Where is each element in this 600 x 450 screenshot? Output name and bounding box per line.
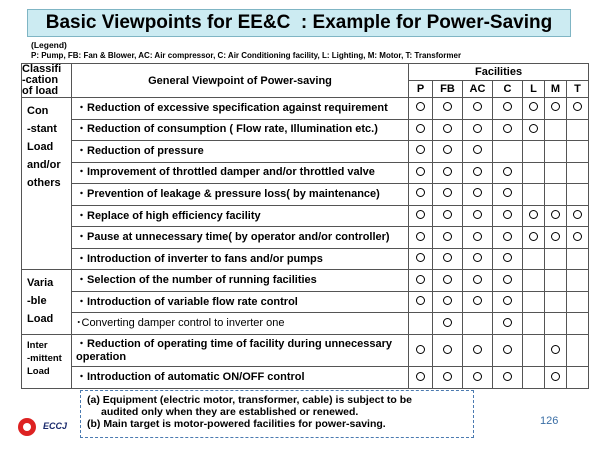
facility-code-fb: FB [433, 81, 463, 98]
facility-cell-c [493, 205, 523, 227]
classification-header-line3: of load [22, 85, 59, 97]
facility-cell-l [523, 184, 545, 206]
facility-cell-c [493, 119, 523, 141]
facility-cell-p [409, 162, 433, 184]
facility-cell-p [409, 141, 433, 163]
table-row [22, 184, 589, 206]
viewpoint-text: ・Reduction of excessive specification against requirement [72, 98, 409, 120]
facility-cell-fb [433, 98, 463, 120]
applicable-circle-icon [503, 124, 512, 133]
applicable-circle-icon [443, 275, 452, 284]
facility-cell-p [409, 227, 433, 249]
facility-cell-l [523, 270, 545, 292]
facility-cell-p [409, 184, 433, 206]
applicable-circle-icon [443, 372, 452, 381]
applicable-circle-icon [443, 188, 452, 197]
facility-cell-c [493, 162, 523, 184]
facility-cell-l [523, 291, 545, 313]
facility-cell-l [523, 227, 545, 249]
facility-code-p: P [409, 81, 433, 98]
facility-cell-t [567, 313, 589, 335]
facility-cell-ac [463, 291, 493, 313]
facility-cell-fb [433, 141, 463, 163]
facility-cell-p [409, 248, 433, 270]
applicable-circle-icon [503, 372, 512, 381]
facility-cell-fb [433, 248, 463, 270]
viewpoint-text: ・Reduction of consumption ( Flow rate, Illumination etc.) [72, 119, 409, 141]
facility-cell-t [567, 248, 589, 270]
facility-cell-t [567, 335, 589, 367]
facility-cell-c [493, 291, 523, 313]
applicable-circle-icon [443, 145, 452, 154]
facility-cell-fb [433, 313, 463, 335]
applicable-circle-icon [573, 102, 582, 111]
applicable-circle-icon [529, 210, 538, 219]
facility-cell-ac [463, 141, 493, 163]
facility-cell-p [409, 291, 433, 313]
applicable-circle-icon [573, 210, 582, 219]
title-banner [27, 9, 571, 37]
viewpoint-text: ・Introduction of inverter to fans and/or pumps [72, 248, 409, 270]
applicable-circle-icon [443, 232, 452, 241]
applicable-circle-icon [503, 345, 512, 354]
facility-cell-fb [433, 227, 463, 249]
applicable-circle-icon [473, 145, 482, 154]
applicable-circle-icon [503, 167, 512, 176]
viewpoint-text: ・Pause at unnecessary time( by operator and/or controller) [72, 227, 409, 249]
load-classification-label: Con -stant Load and/or others [22, 98, 72, 270]
applicable-circle-icon [503, 275, 512, 284]
facility-cell-t [567, 98, 589, 120]
applicable-circle-icon [503, 232, 512, 241]
facility-cell-c [493, 248, 523, 270]
note-a-line2: audited only when they are established or renewed. [101, 406, 359, 418]
facility-code-l: L [523, 81, 545, 98]
legend-text: P: Pump, FB: Fan & Blower, AC: Air compressor, C: Air Conditioning facility, L: Lighting, M: Motor, T: Transformer [31, 51, 462, 60]
facility-cell-t [567, 367, 589, 389]
applicable-circle-icon [503, 318, 512, 327]
facility-cell-l [523, 205, 545, 227]
facility-cell-c [493, 227, 523, 249]
facility-cell-ac [463, 248, 493, 270]
applicable-circle-icon [551, 345, 560, 354]
applicable-circle-icon [443, 167, 452, 176]
applicable-circle-icon [416, 102, 425, 111]
facility-cell-ac [463, 313, 493, 335]
facility-code-m: M [545, 81, 567, 98]
facility-cell-t [567, 162, 589, 184]
facility-cell-l [523, 335, 545, 367]
facility-cell-l [523, 119, 545, 141]
applicable-circle-icon [551, 372, 560, 381]
table-row [22, 270, 589, 292]
applicable-circle-icon [416, 145, 425, 154]
facility-cell-m [545, 184, 567, 206]
facility-code-t: T [567, 81, 589, 98]
facility-cell-ac [463, 119, 493, 141]
facility-cell-p [409, 119, 433, 141]
applicable-circle-icon [473, 275, 482, 284]
load-classification-label: Inter -mittent Load [22, 335, 72, 389]
applicable-circle-icon [473, 372, 482, 381]
applicable-circle-icon [551, 210, 560, 219]
logo-text: ECCJ [43, 421, 68, 431]
table-row [22, 162, 589, 184]
viewpoint-text: ・Improvement of throttled damper and/or throttled valve [72, 162, 409, 184]
facility-cell-p [409, 205, 433, 227]
facility-cell-ac [463, 184, 493, 206]
facility-cell-c [493, 270, 523, 292]
page-number: 126 [540, 415, 559, 427]
facility-cell-t [567, 227, 589, 249]
facility-cell-t [567, 205, 589, 227]
facility-cell-ac [463, 367, 493, 389]
applicable-circle-icon [416, 253, 425, 262]
page-title: Basic Viewpoints for EE&C : Example for Power-Saving [45, 12, 553, 33]
facility-cell-t [567, 141, 589, 163]
applicable-circle-icon [473, 167, 482, 176]
applicable-circle-icon [416, 167, 425, 176]
facility-cell-l [523, 367, 545, 389]
facility-cell-fb [433, 367, 463, 389]
facility-cell-ac [463, 98, 493, 120]
facility-cell-fb [433, 205, 463, 227]
applicable-circle-icon [443, 318, 452, 327]
table-row [22, 367, 589, 389]
viewpoint-text: ・Replace of high efficiency facility [72, 205, 409, 227]
applicable-circle-icon [473, 232, 482, 241]
facility-cell-m [545, 291, 567, 313]
facility-cell-ac [463, 205, 493, 227]
applicable-circle-icon [473, 102, 482, 111]
applicable-circle-icon [473, 188, 482, 197]
facility-cell-t [567, 184, 589, 206]
facility-cell-c [493, 184, 523, 206]
facility-cell-ac [463, 270, 493, 292]
facility-cell-m [545, 270, 567, 292]
facility-cell-fb [433, 335, 463, 367]
applicable-circle-icon [416, 232, 425, 241]
viewpoint-text: ・Prevention of leakage & pressure loss( by maintenance) [72, 184, 409, 206]
applicable-circle-icon [443, 296, 452, 305]
applicable-circle-icon [416, 124, 425, 133]
applicable-circle-icon [443, 124, 452, 133]
classification-header-line2: -cation [22, 74, 59, 86]
facility-cell-p [409, 335, 433, 367]
note-a-line1: (a) Equipment (electric motor, transformer, cable) is subject to be [87, 394, 412, 406]
applicable-circle-icon [473, 345, 482, 354]
facility-cell-ac [463, 335, 493, 367]
applicable-circle-icon [443, 253, 452, 262]
facility-cell-t [567, 270, 589, 292]
viewpoint-text: ・Reduction of pressure [72, 141, 409, 163]
applicable-circle-icon [473, 253, 482, 262]
applicable-circle-icon [443, 345, 452, 354]
facility-cell-p [409, 270, 433, 292]
facility-cell-fb [433, 119, 463, 141]
notes-box [80, 390, 474, 438]
facility-cell-p [409, 313, 433, 335]
classification-header [22, 64, 72, 98]
facility-cell-c [493, 98, 523, 120]
table-row [22, 119, 589, 141]
classification-header-line1: Classifi [22, 63, 62, 75]
applicable-circle-icon [503, 188, 512, 197]
facility-cell-fb [433, 184, 463, 206]
facility-cell-p [409, 367, 433, 389]
applicable-circle-icon [416, 345, 425, 354]
viewpoint-text: ･Converting damper control to inverter one [72, 313, 409, 335]
facility-cell-m [545, 313, 567, 335]
table-row [22, 141, 589, 163]
legend-heading: (Legend) [31, 40, 67, 50]
table-row [22, 248, 589, 270]
applicable-circle-icon [551, 102, 560, 111]
table-row [22, 98, 589, 120]
facility-cell-fb [433, 291, 463, 313]
facility-cell-c [493, 335, 523, 367]
applicable-circle-icon [529, 102, 538, 111]
applicable-circle-icon [443, 210, 452, 219]
table-body [22, 98, 589, 389]
facility-cell-l [523, 162, 545, 184]
facility-cell-l [523, 313, 545, 335]
facilities-header: Facilities [409, 64, 589, 81]
facility-cell-m [545, 367, 567, 389]
facility-cell-t [567, 119, 589, 141]
facility-cell-p [409, 98, 433, 120]
applicable-circle-icon [503, 253, 512, 262]
table-row [22, 291, 589, 313]
facility-cell-t [567, 291, 589, 313]
applicable-circle-icon [503, 102, 512, 111]
facility-code-ac: AC [463, 81, 493, 98]
facility-cell-fb [433, 162, 463, 184]
table-row [22, 335, 589, 367]
facility-cell-m [545, 248, 567, 270]
applicable-circle-icon [551, 232, 560, 241]
facility-cell-l [523, 248, 545, 270]
table-row [22, 313, 589, 335]
applicable-circle-icon [416, 188, 425, 197]
table-row [22, 227, 589, 249]
applicable-circle-icon [573, 232, 582, 241]
applicable-circle-icon [473, 210, 482, 219]
general-viewpoint-header: General Viewpoint of Power-saving [72, 64, 409, 98]
facility-cell-l [523, 141, 545, 163]
facility-code-c: C [493, 81, 523, 98]
load-classification-label: Varia -ble Load [22, 270, 72, 335]
power-saving-table [21, 63, 589, 389]
facility-cell-ac [463, 162, 493, 184]
facility-cell-m [545, 227, 567, 249]
facility-cell-m [545, 205, 567, 227]
applicable-circle-icon [473, 124, 482, 133]
applicable-circle-icon [416, 210, 425, 219]
eccj-logo-icon [18, 418, 36, 436]
viewpoint-text: ・Selection of the number of running facilities [72, 270, 409, 292]
facility-cell-c [493, 367, 523, 389]
applicable-circle-icon [473, 296, 482, 305]
viewpoint-text: ・Introduction of variable flow rate control [72, 291, 409, 313]
applicable-circle-icon [416, 275, 425, 284]
note-b-line: (b) Main target is motor-powered facilities for power-saving. [87, 418, 386, 430]
facility-cell-c [493, 313, 523, 335]
applicable-circle-icon [416, 372, 425, 381]
facility-cell-m [545, 119, 567, 141]
applicable-circle-icon [503, 210, 512, 219]
viewpoint-text: ・Introduction of automatic ON/OFF control [72, 367, 409, 389]
applicable-circle-icon [529, 124, 538, 133]
facility-cell-m [545, 98, 567, 120]
table-row [22, 205, 589, 227]
facility-cell-fb [433, 270, 463, 292]
applicable-circle-icon [503, 296, 512, 305]
applicable-circle-icon [443, 102, 452, 111]
facility-cell-m [545, 335, 567, 367]
facility-cell-m [545, 162, 567, 184]
facility-cell-m [545, 141, 567, 163]
facility-cell-ac [463, 227, 493, 249]
applicable-circle-icon [416, 296, 425, 305]
facility-cell-l [523, 98, 545, 120]
facility-cell-c [493, 141, 523, 163]
applicable-circle-icon [529, 232, 538, 241]
viewpoint-text: ・Reduction of operating time of facility during unnecessary operation [72, 335, 409, 367]
